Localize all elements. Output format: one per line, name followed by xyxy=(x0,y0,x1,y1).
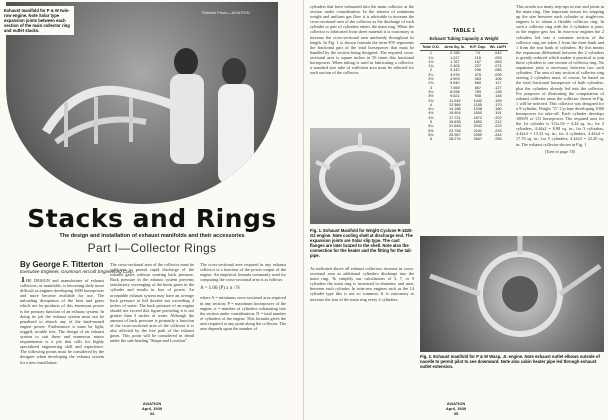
table-cell: 375 xyxy=(474,72,481,77)
table-cell: 7.069 xyxy=(450,85,460,90)
table-cell: 908 xyxy=(474,94,481,99)
table-cell: .127 xyxy=(494,85,502,90)
table-cell: 23.758 xyxy=(449,128,461,133)
column-3-intro: The cross-sectional area required in any exhaust collector is a function of the power output of the engine. An empirical formula commonly used for computing the cross-sectional area is as follows: xyxy=(200,262,286,283)
table-cell: 4¾ xyxy=(428,115,434,120)
table-cell: 1 xyxy=(429,51,432,56)
table-cell: 1½ xyxy=(428,59,434,64)
table-cell: 0.785 xyxy=(450,51,460,56)
table-cell: 667 xyxy=(474,85,481,90)
table-cell: 3.976 xyxy=(450,72,460,77)
area-formula: A = 1.06 (P) x n / N xyxy=(200,286,240,292)
table-1 xyxy=(420,2,508,226)
table-cell: 227 xyxy=(474,64,481,69)
table-cell: 9.621 xyxy=(450,94,460,99)
drop-cap: T xyxy=(20,277,27,284)
article-part: Part I—Collector Rings xyxy=(87,241,217,255)
table-header: Wt. Lb/Ft xyxy=(489,45,507,49)
table-cell: 4¼ xyxy=(428,107,434,112)
table-cell: 2667 xyxy=(473,137,483,142)
fig2-engine-illustration xyxy=(420,236,604,352)
table-title: TABLE 1 xyxy=(452,28,476,34)
table-cell: .159 xyxy=(494,98,502,103)
table-cell: 2450 xyxy=(473,132,483,137)
table-cell: .180 xyxy=(494,107,502,112)
right-column-2: As indicated above all exhaust collectors increase in cross-sectional area as additional cylinders discharge into the main ring. To simplify our calculations of 3, 7, or 9 cylinders the main ring is increased in diameter, and area, between each cylinder. In twin-row engines such as the 14 cylinder type this is not so common. It is customary to increase the size of the main ring every 2 cylinders. xyxy=(310,266,414,302)
table-cell: 3 xyxy=(429,85,432,90)
table-cell: 4½ xyxy=(428,111,434,116)
continued-note: (Turn to page 74) xyxy=(544,148,576,154)
table-cell: .117 xyxy=(494,81,502,86)
column-3 xyxy=(200,262,286,400)
table-cell: 1.767 xyxy=(450,59,460,64)
table-cell: 1852 xyxy=(473,120,483,125)
table-cell: 463 xyxy=(474,77,481,82)
workers-silhouette xyxy=(156,32,266,192)
table-cell: .244 xyxy=(494,132,502,137)
right-column-1: cylinders that have exhausted into the main collector at the section under consideration. In the interest of minimum weight and uniform gas flow it is advisable to increase the cross-sectional area of the collector as the discharge of each cylinder or pair of cylinders enters the main ring. When the collector is fabricated from sheet material it is customary to increase the cross-sectional area uniformly throughout its length. In Fig. 1 is shown formula the term P/N represents the fractional part of the total horsepower that must be handled by the section being designed. The required cross-sectional area is square inches in 50 times this fractional horsepower. When tubing is used in fabricating a collector, a standard size tube of sufficient area must be selected for each section of the collector. xyxy=(310,4,414,76)
table-cell: 21.648 xyxy=(449,124,461,129)
table-cell: 14.186 xyxy=(449,107,461,112)
table-cell: .106 xyxy=(494,77,502,82)
table-cell: .233 xyxy=(494,128,502,133)
table-cell: .255 xyxy=(494,137,502,142)
right-column-3-text: This avoids too many step-ups in size and joints in the main ring. One important reason for stepping up the size between each cylinder or single-row engines is to obtain a flexible collector ring. In such a collector ring with the 2 cylinders it joins, as the engine gets hot. In twin-row engines the 2 cylinders led into a common section of the collector ring are taken 2 from the front bank and 1 from the rear bank of cylinders. By this means the expansion differential between the 2 cylinders is greatly reduced which makes it practical to join these cylinders to one section of collector ring. No expansion joint is necessary between two such cylinders. The area of any section of collector ring serving 2 cylinders must, of course, be based on the total fractional horsepower of both cylinders, plus the cylinders already led into the collector. For purposes of illustrating the computation of exhaust collector areas the collector shown in Fig. 1 will be selected. This collector was designed for a 9-cylinder, Wright "G" Cyclone developing 1000 horsepower for take-off. Each cylinder develops 1000/9 or 111 horsepower. The required area for the 1st cylinder is 111x.04 = 4.44 sq. in.; for 2 cylinders, 4.44x2 = 8.88 sq. in.; for 3 cylinders, 4.44x3 = 13.32 sq. in.; for 4 cylinders, 4.44x4 = 17.76 sq. in.; for 5 cylinders, 4.44x5 = 22.20 sq. in. The exhaust collector shown in Fig. 1 xyxy=(516,4,604,147)
table-cell: 5¾ xyxy=(428,132,434,137)
table-cell: 3¾ xyxy=(428,98,434,103)
table-header: Area Sq. In. xyxy=(442,44,468,51)
table-row xyxy=(420,137,508,141)
table-cell: 560 xyxy=(474,81,481,86)
table-cell: 296 xyxy=(474,68,481,73)
table-cell: 2 xyxy=(429,68,432,73)
column-2: The cross-sectional area of the collector must be sufficient to permit rapid discharge of the exhaust gases without creating back pressure. Back pressure in the exhaust system prevents satisfactory scavenging of the burnt gases in the cylinder and results in loss of power. An acceptable exhaust system may have an average back pressure at full throttle not exceeding 4 inches of water. The back pressure of an engine should not exceed this figure providing it is not greater than 3 inches of water. Although the amount of back pressure is primarily a function of the cross-sectional area of the collector it is also affected by the free path of the exhaust gases. This point will be considered in detail under the sub-heading "Shape and Location". xyxy=(110,262,194,344)
table-cell: 2042 xyxy=(473,124,483,129)
table-cell: 5 xyxy=(429,120,432,125)
table-cell: 4 xyxy=(429,102,432,107)
table-cell: 1185 xyxy=(473,102,482,107)
table-header: H.P. Cap. xyxy=(469,45,486,49)
column-1 xyxy=(20,277,104,399)
table-cell: 5.940 xyxy=(450,81,460,86)
table-cell: 5½ xyxy=(428,128,434,133)
table-cell: .202 xyxy=(494,115,502,120)
table-cell: 17.721 xyxy=(449,115,461,120)
fig2-photo xyxy=(420,236,604,352)
fig1-manifold-illustration xyxy=(310,128,410,224)
table-cell: 1¾ xyxy=(428,64,434,69)
article-title: Stacks and Rings xyxy=(27,204,277,233)
table-cell: .191 xyxy=(494,111,502,116)
table-cell: 2¼ xyxy=(428,72,434,77)
table-cell: 5¼ xyxy=(428,124,434,129)
table-cell: 1672 xyxy=(473,115,483,120)
table-subtitle: Exhaust Tubing Capacity & Weight xyxy=(429,36,499,41)
table-header: Tube O.D. xyxy=(420,44,442,51)
right-page xyxy=(304,0,608,420)
table-cell: 11.045 xyxy=(449,98,461,103)
table-cell: 3¼ xyxy=(428,89,434,94)
table-cell: .138 xyxy=(494,89,502,94)
table-cell: 2¾ xyxy=(428,81,434,86)
table-cell: 25.967 xyxy=(449,132,461,137)
fig1-caption: Fig. 1. Exhaust Manifold for Wright Cyclone R-1820-G2 engine. Note cooling shell at discharge end. The expansion joints are Solar slip type. The cast flanges are later brazed to the shell. Note also the connection for the heater and the fitting for the tail-pipe. xyxy=(310,228,413,258)
table-cell: 167 xyxy=(474,59,481,64)
table-cell: 3.142 xyxy=(450,68,460,73)
column-1-text: HE DESIGN and manufacture of exhaust collectors, or manifolds, is becoming daily more difficult as engines developing 1000 horsepower and more become available for use. The unloading dissipation of the heat and gases which are by-products of this enormous power is the primary function of an exhaust system. In doing its job the exhaust system must not be penalized to absorb any of the hard-earned engine power. Furthermore it must be light, rugged, trouble free. The design of an exhaust system to suit these and numerous minor requirements is a job that calls for highly specialized engineering skill and experience. The following points must be considered by the designer when developing the exhaust system for a new installation: xyxy=(20,278,104,365)
table-cell: .063 xyxy=(494,59,502,64)
table-cell: 1.227 xyxy=(450,55,460,60)
fig2-caption: Fig. 2. Exhaust manifold for P & W Wasp, Jr. engine. Note exhaust outlet elbows outside of nacelle to permit pilot to see downward. Note also cabin heater pipe led through exhaust outlet extension. xyxy=(420,354,600,369)
table-cell: .170 xyxy=(494,102,502,107)
table-cell: 783 xyxy=(474,89,481,94)
author-affiliation: Executive Engineer, Grumman Aircraft Engineering Corp. xyxy=(20,269,134,274)
table-cell: 6 xyxy=(429,137,432,142)
table-cell: 15.904 xyxy=(449,111,461,116)
table-cell: .085 xyxy=(494,68,502,73)
table-cell: 116 xyxy=(474,55,481,60)
table-cell: 3½ xyxy=(428,94,434,99)
table-cell: 4.909 xyxy=(450,77,460,82)
photo-caption: Exhaust manifold for P & W twin-row engine. Note Solar type expansion joints between each section of the main collector ring and outlet stacks. xyxy=(2,6,74,35)
tubing-table xyxy=(420,43,508,142)
table-cell: .095 xyxy=(494,72,502,77)
table-cell: 1500 xyxy=(473,111,483,116)
table-cell: 2.405 xyxy=(450,64,460,69)
table-cell: .074 xyxy=(494,64,502,69)
fig1-photo xyxy=(310,128,410,224)
table-cell: 12.566 xyxy=(449,102,461,107)
table-cell: .053 xyxy=(494,55,502,60)
folio-left: AVIATION April, 1939 34 xyxy=(141,401,163,416)
table-cell: 28.274 xyxy=(449,137,461,142)
right-column-3 xyxy=(516,4,604,226)
table-cell: 1338 xyxy=(473,107,483,112)
column-3-where: where A = minimum cross-sectional area required in any section; P = maximum horsepower of the engine; n = number of cylinders exhausting into the section under consideration; N = total number of cylinders of the engine. This formula gives the area required at any point along the collector. The area depends upon the number of xyxy=(200,295,286,332)
table-cell: 1¼ xyxy=(428,55,434,60)
photo-credit: Roberts Photo—AVIATION xyxy=(202,10,250,15)
article-subtitle: The design and installation of exhaust manifolds and their accessories xyxy=(59,233,245,239)
table-cell: 74 xyxy=(475,51,480,56)
table-cell: 2½ xyxy=(428,77,434,82)
table-cell: 8.296 xyxy=(450,89,460,94)
table-cell: .212 xyxy=(494,120,502,125)
byline: By George F. Titterton xyxy=(20,260,104,269)
table-cell: 19.635 xyxy=(449,120,461,125)
table-cell: .042 xyxy=(494,51,502,56)
folio-right: AVIATION April, 1939 35 xyxy=(445,401,467,416)
table-cell: .148 xyxy=(494,94,502,99)
table-cell: .223 xyxy=(494,124,502,129)
table-cell: 1042 xyxy=(473,98,483,103)
table-cell: 2241 xyxy=(473,128,483,133)
